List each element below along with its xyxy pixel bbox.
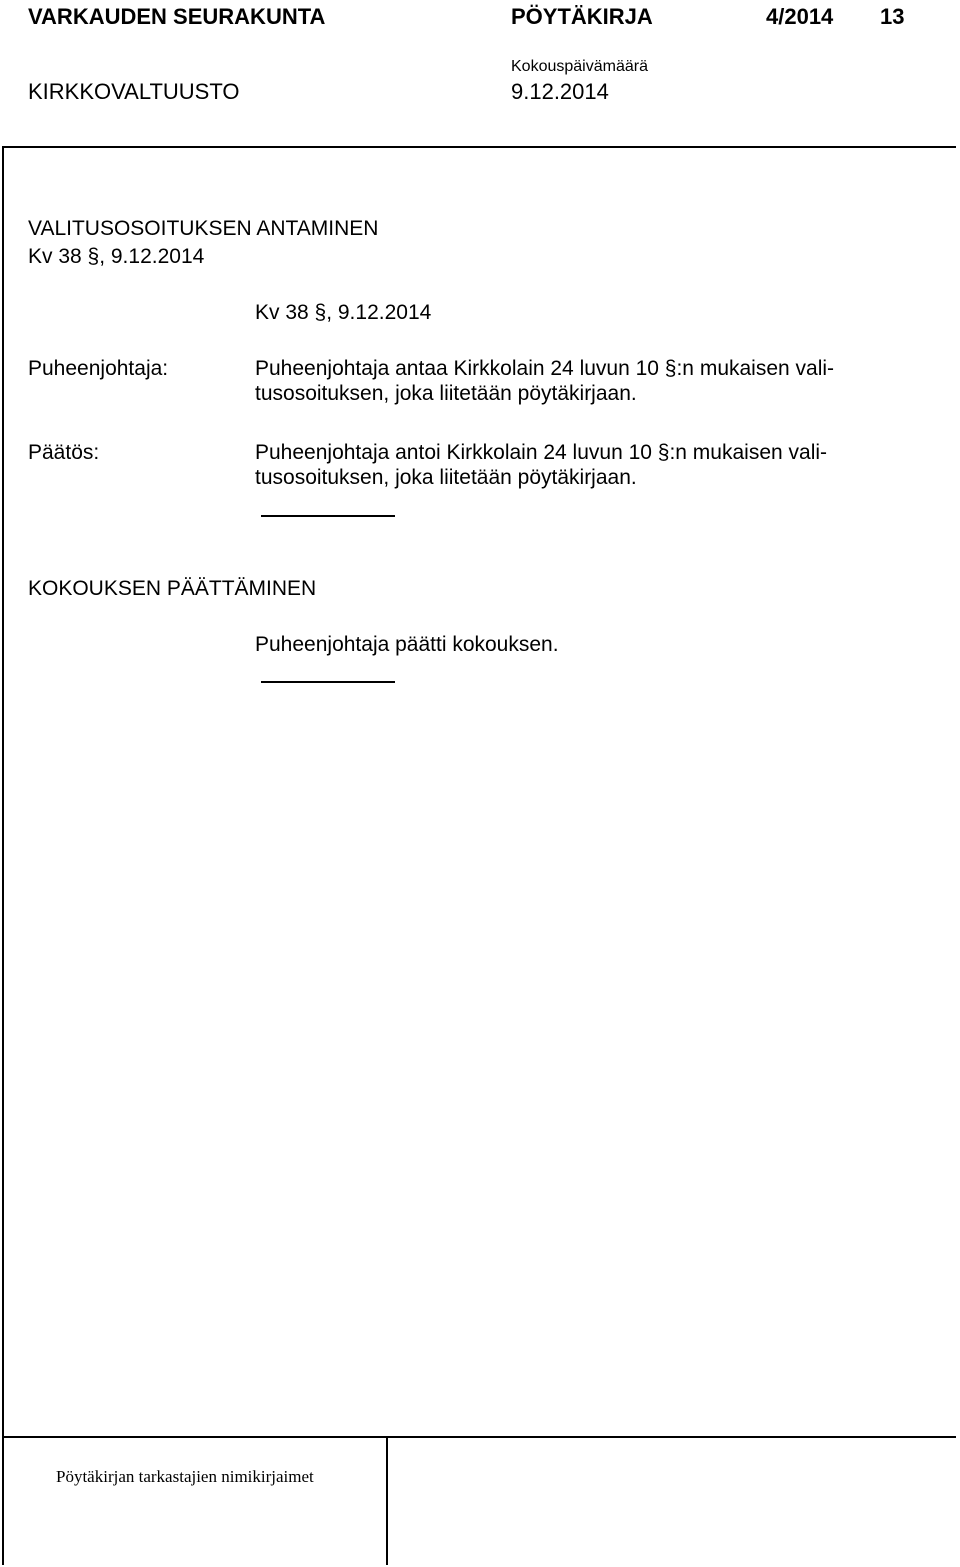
date-label: Kokouspäivämäärä (511, 58, 648, 75)
decision-text-line2: tusosoituksen, joka liitetään pöytäkirjaan. (255, 466, 637, 489)
footer-divider (386, 1436, 388, 1565)
document-type: PÖYTÄKIRJA (511, 4, 653, 29)
closing-text: Puheenjohtaja päätti kokouksen. (255, 633, 559, 656)
section-end-rule (261, 681, 395, 683)
signature-label: Pöytäkirjan tarkastajien nimikirjaimet (56, 1467, 314, 1486)
decision-text-line1: Puheenjohtaja antoi Kirkkolain 24 luvun 10 §:n mukaisen vali- (255, 441, 828, 464)
document-number: 4/2014 (766, 4, 834, 29)
inner-reference: Kv 38 §, 9.12.2014 (255, 301, 432, 324)
chair-text-line2: tusosoituksen, joka liitetään pöytäkirjaan. (255, 382, 637, 405)
footer-rule (2, 1436, 956, 1438)
chair-text-line1: Puheenjohtaja antaa Kirkkolain 24 luvun 10 §:n mukaisen vali- (255, 357, 835, 380)
frame-top-rule (2, 146, 956, 148)
chair-label: Puheenjohtaja: (28, 357, 169, 380)
decision-label: Päätös: (28, 441, 100, 464)
section-end-rule (261, 515, 395, 517)
organization-name: VARKAUDEN SEURAKUNTA (28, 4, 326, 29)
page-number: 13 (880, 4, 905, 29)
governing-body: KIRKKOVALTUUSTO (28, 79, 240, 104)
section-reference: Kv 38 §, 9.12.2014 (28, 245, 205, 268)
section-title-appeal: VALITUSOSOITUKSEN ANTAMINEN (28, 217, 379, 240)
section-title-closing: KOKOUKSEN PÄÄTTÄMINEN (28, 577, 317, 600)
meeting-date: 9.12.2014 (511, 79, 609, 104)
frame-left-rule (2, 146, 4, 1565)
